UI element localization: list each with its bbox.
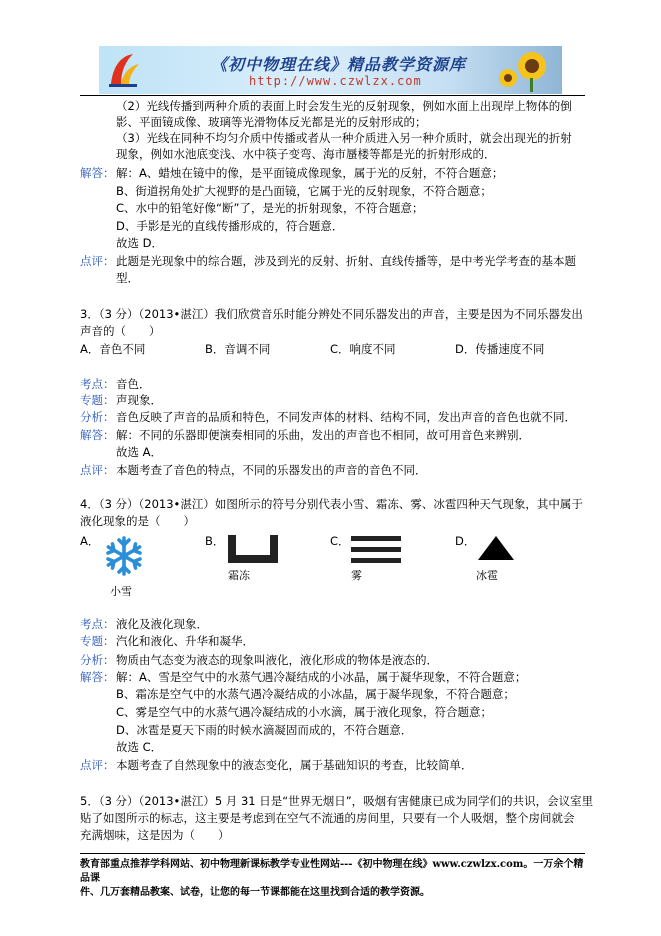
q4-label-snow: 小雪 [110, 585, 132, 598]
q4-stem: 液化现象的是（ ） [80, 514, 195, 528]
q4-label-hail: 冰雹 [476, 569, 498, 582]
hail-triangle-icon[interactable] [478, 536, 514, 560]
fog-icon[interactable] [351, 536, 401, 564]
q4-jieda-line: B、霜冻是空气中的水蒸气遇冷凝结成的小冰晶，属于凝华现象，不符合题意； [116, 687, 515, 701]
logo-icon [107, 52, 141, 88]
q2-text-line: 现象，例如水池底变浅、水中筷子变弯、海市蜃楼等都是光的折射形成的． [116, 147, 496, 161]
q2-answer-line: D、手影是光的直线传播形成的，符合题意． [116, 219, 344, 233]
q3-option-d[interactable]: D．传播速度不同 [455, 342, 545, 356]
q4-option-c-letter[interactable]: C． [330, 534, 350, 548]
footer [80, 858, 590, 900]
footer-line: 教育部重点推荐学科网站、初中物理新课标教学专业性网站---《初中物理在线》www.czwlzx.com。一万余个精品课 [80, 859, 584, 884]
q4-label-frost: 霜冻 [228, 569, 250, 582]
q4-zhuanti: 汽化和液化、升华和凝华． [116, 634, 254, 648]
q4-label-fog: 雾 [351, 569, 362, 582]
q3-fenxi: 音色反映了声音的品质和特色，不同发声体的材料、结构不同，发出声音的音色也就不同． [116, 410, 576, 424]
q3-option-a[interactable]: A．音色不同 [80, 342, 146, 356]
q3-zhuanti: 声现象． [116, 393, 162, 407]
q4-option-d-letter[interactable]: D． [455, 534, 476, 548]
snowflake-icon[interactable] [104, 536, 144, 576]
q4-fenxi: 物质由气态变为液态的现象叫液化，液化形成的物体是液态的． [116, 653, 438, 667]
q4-fenxi-tag: 分析： [80, 653, 115, 667]
q2-answer-tag: 解答： [80, 166, 115, 180]
frost-icon[interactable] [228, 535, 278, 563]
q2-answer-line: 解：A、蜡烛在镜中的像，是平面镜成像现象，属于光的反射，不符合题意； [116, 166, 504, 180]
q2-text-line: （3）光线在同种不均匀介质中传播或者从一种介质进入另一种介质时，就会出现光的折射 [116, 131, 572, 145]
q2-answer-line: B、街道拐角处扩大视野的是凸面镜，它属于光的反射现象，不符合题意； [116, 184, 492, 198]
q2-review-line: 型． [116, 271, 139, 285]
q3-stem: 声音的（ ） [80, 324, 161, 338]
q4-option-a-letter[interactable]: A． [80, 534, 100, 548]
q3-stem: 3．（3 分）（2013•湛江）我们欣赏音乐时能分辨处不同乐器发出的声音，主要是因为不同乐器发出 [80, 307, 583, 321]
sunflower-icon [494, 48, 554, 92]
q3-kaodian-tag: 考点： [80, 377, 115, 391]
q4-dianping-tag: 点评： [80, 758, 115, 772]
q2-review-tag: 点评： [80, 254, 115, 268]
q5-stem: 5．（3 分）（2013•湛江）5 月 31 日是“世界无烟日”，吸烟有害健康已成为同学们的共识，会议室里 [80, 794, 594, 808]
q3-zhuanti-tag: 专题： [80, 393, 115, 407]
q3-jieda-tag: 解答： [80, 428, 115, 442]
q4-kaodian: 液化及液化现象． [116, 617, 208, 631]
q2-answer-line: C、水中的铅笔好像“断”了，是光的折射现象，不符合题意； [116, 201, 424, 215]
q3-option-c[interactable]: C．响度不同 [330, 342, 396, 356]
q3-answer-choice: 故选 A． [116, 445, 163, 459]
q4-jieda-line: 解：A、雪是空气中的水蒸气遇冷凝结成的小冰晶，属于凝华现象，不符合题意； [116, 670, 527, 684]
q3-jieda: 解：不同的乐器即便演奏相同的乐曲，发出的声音也不相同，故可用音色来辨别． [116, 428, 530, 442]
footer-divider [80, 853, 585, 854]
q3-dianping: 本题考查了音色的特点，不同的乐器发出的声音的音色不同． [116, 463, 427, 477]
footer-line: 件、几万套精品教案、试卷，让您的每一节课都能在这里找到合适的教学资源。 [80, 887, 430, 898]
q4-zhuanti-tag: 专题： [80, 634, 115, 648]
q4-jieda-tag: 解答： [80, 670, 115, 684]
q4-kaodian-tag: 考点： [80, 617, 115, 631]
q2-text-line: （2）光线传播到两种介质的表面上时会发生光的反射现象，例如水面上出现岸上物体的倒 [116, 99, 572, 113]
q2-text-line: 影、平面镜成像、玻璃等光滑物体反光都是光的反射形成的； [116, 115, 427, 129]
q3-kaodian: 音色． [116, 377, 151, 391]
q3-option-b[interactable]: B．音调不同 [205, 342, 271, 356]
header-title: 《初中物理在线》精品教学资源库 [211, 55, 467, 74]
header-divider [80, 95, 585, 96]
header-url[interactable]: http://www.czwlzx.com [249, 74, 422, 88]
q5-stem: 贴了如图所示的标志，这主要是考虑到在空气不流通的房间里，只要有一个人吸烟，整个房间就会 [80, 811, 575, 825]
q4-dianping: 本题考查了自然现象中的液态变化，属于基础知识的考查，比较简单． [116, 758, 473, 772]
q4-stem: 4．（3 分）（2013•湛江）如图所示的符号分别代表小雪、霜冻、雾、冰雹四种天气现象，其中属于 [80, 497, 583, 511]
q4-answer-choice: 故选 C． [116, 740, 163, 754]
q5-stem: 充满烟味，这是因为（ ） [80, 828, 230, 842]
q4-jieda-line: D、冰雹是夏天下雨的时候水滴凝固而成的，不符合题意． [116, 723, 413, 737]
q2-review-line: 此题是光现象中的综合题，涉及到光的反射、折射、直线传播等，是中考光学考查的基本题 [116, 254, 576, 268]
q4-jieda-line: C、雾是空气中的水蒸气遇冷凝结成的小水滴，属于液化现象，符合题意； [116, 705, 493, 719]
q2-answer-choice: 故选 D． [116, 236, 164, 250]
header-banner [99, 46, 562, 94]
q4-option-b-letter[interactable]: B． [205, 534, 225, 548]
q3-dianping-tag: 点评： [80, 463, 115, 477]
q3-fenxi-tag: 分析： [80, 410, 115, 424]
